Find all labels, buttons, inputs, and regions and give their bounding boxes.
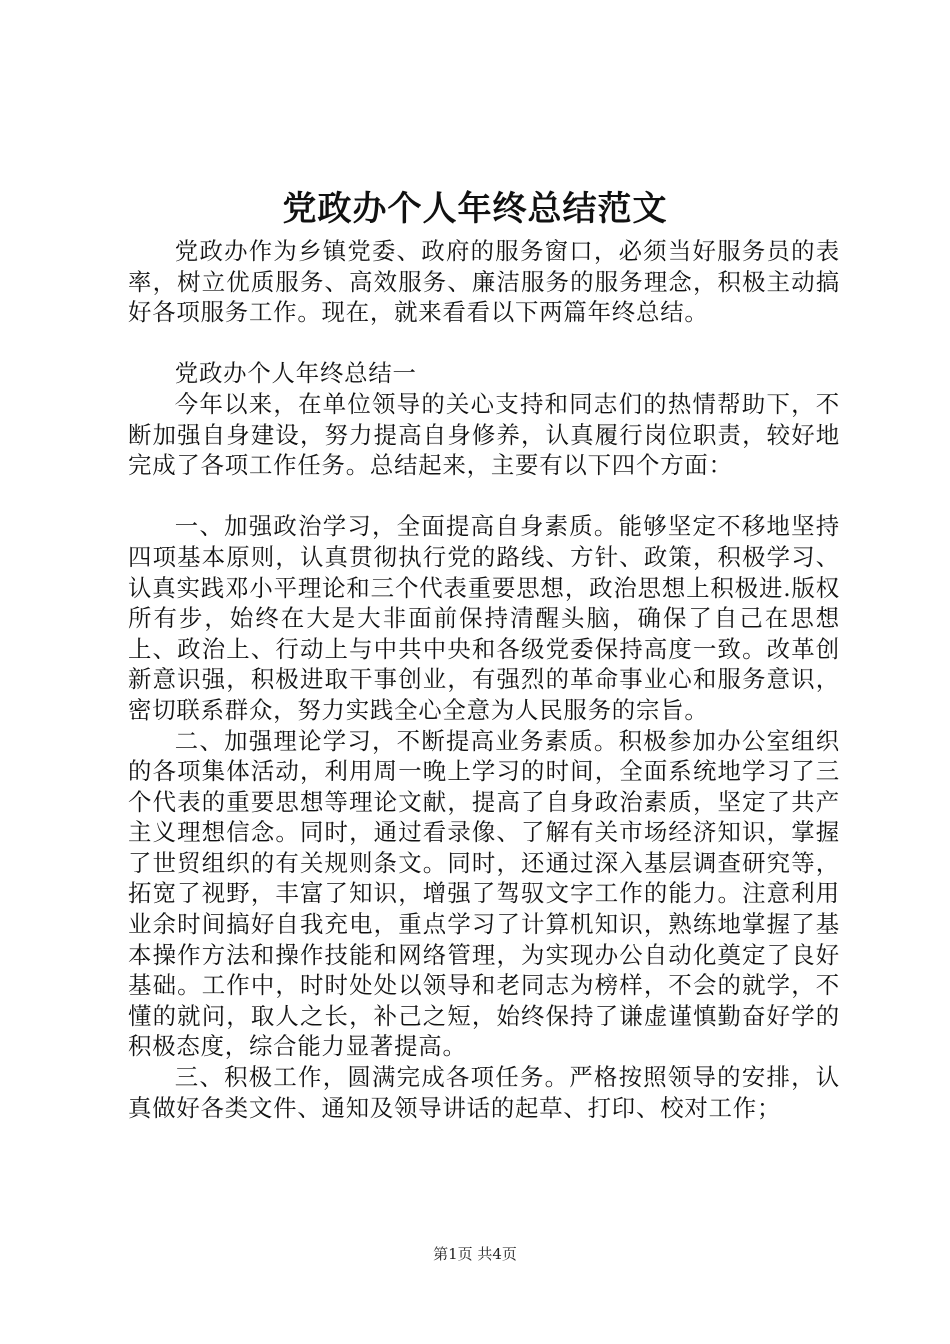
page-number-footer: 第1页 共4页	[433, 1245, 517, 1263]
paragraph-spacer	[128, 481, 840, 512]
body-paragraph-1: 今年以来，在单位领导的关心支持和同志们的热情帮助下，不断加强自身建设，努力提高自身修养，认真履行岗位职责，较好地完成了各项工作任务。总结起来，主要有以下四个方面：	[128, 389, 840, 480]
document-body	[128, 236, 840, 1123]
body-paragraph-3: 二、加强理论学习，不断提高业务素质。积极参加办公室组织的各项集体活动，利用周一晚上学习的时间，全面系统地学习了三个代表的重要思想等理论文献，提高了自身政治素质，坚定了共产主义理想信念。同时，通过看录像、了解有关市场经济知识，掌握了世贸组织的有关规则条文。同时，还通过深入基层调查研究等，拓宽了视野，丰富了知识，增强了驾驭文字工作的能力。注意利用业余时间搞好自我充电，重点学习了计算机知识，熟练地掌握了基本操作方法和操作技能和网络管理，为实现办公自动化奠定了良好基础。工作中，时时处处以领导和老同志为榜样，不会的就学，不懂的就问，取人之长，补己之短，始终保持了谦虚谨慎勤奋好学的积极态度，综合能力显著提高。	[128, 726, 840, 1061]
document-title: 党政办个人年终总结范文	[282, 189, 668, 229]
paragraph-spacer	[128, 328, 840, 359]
body-paragraph-2: 一、加强政治学习，全面提高自身素质。能够坚定不移地坚持四项基本原则，认真贯彻执行党的路线、方针、政策，积极学习、认真实践邓小平理论和三个代表重要思想，政治思想上积极进.版权所有步，始终在大是大非面前保持清醒头脑，确保了自己在思想上、政治上、行动上与中共中央和各级党委保持高度一致。改革创新意识强，积极进取干事创业，有强烈的革命事业心和服务意识，密切联系群众，努力实践全心全意为人民服务的宗旨。	[128, 512, 840, 724]
section-title: 党政办个人年终总结一	[174, 359, 417, 388]
intro-paragraph: 党政办作为乡镇党委、政府的服务窗口，必须当好服务员的表率，树立优质服务、高效服务、廉洁服务的服务理念，积极主动搞好各项服务工作。现在，就来看看以下两篇年终总结。	[128, 237, 840, 327]
body-paragraph-4: 三、积极工作，圆满完成各项任务。严格按照领导的安排，认真做好各类文件、通知及领导讲话的起草、打印、校对工作；	[128, 1063, 840, 1122]
